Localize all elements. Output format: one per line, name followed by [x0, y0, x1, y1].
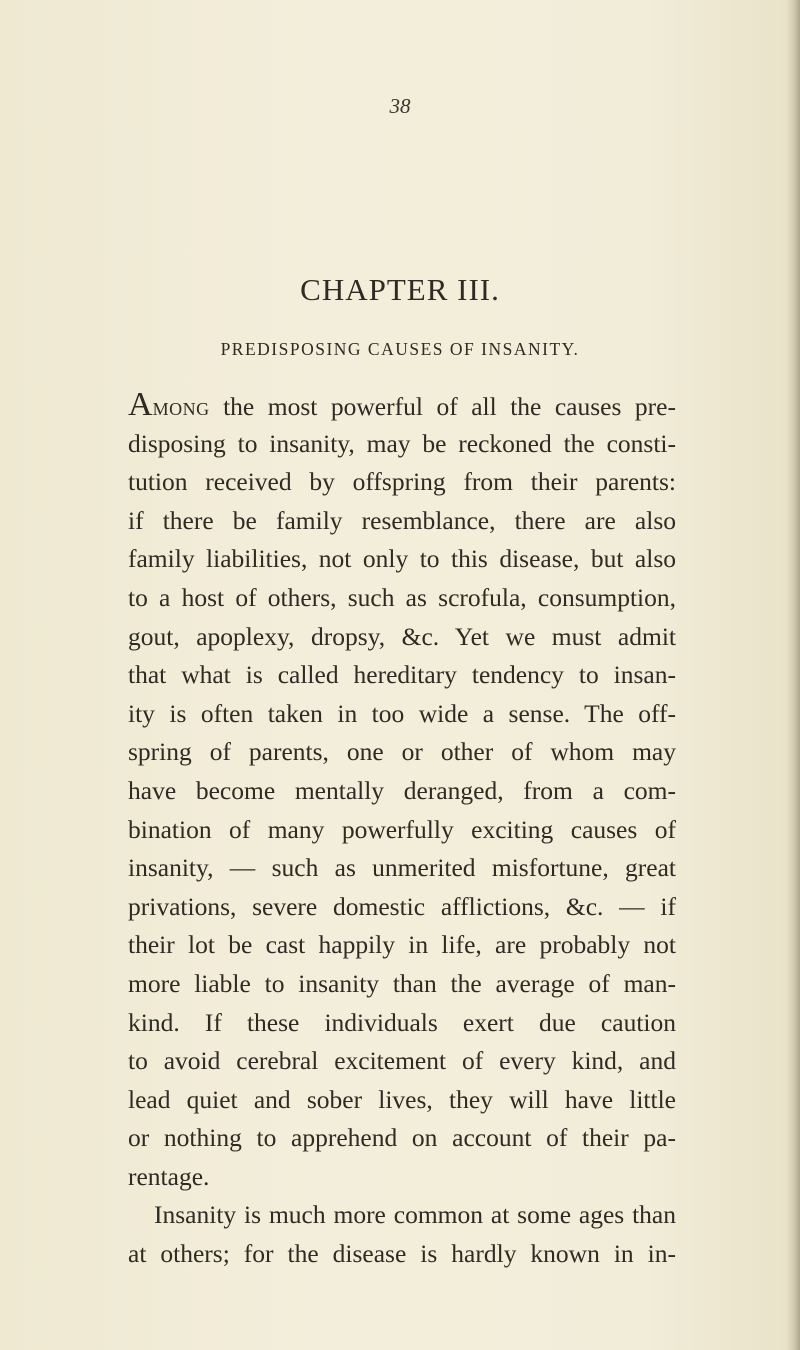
text-line: have become mentally deranged, from a com-	[128, 775, 676, 805]
page-edge-shadow	[786, 0, 800, 1350]
text-line: lead quiet and sober lives, they will have little	[128, 1084, 676, 1114]
text-line: to a host of others, such as scrofula, consumption,	[128, 582, 676, 612]
text-line: insanity, — such as unmerited misfortune, great	[128, 853, 676, 883]
text-line: tution received by offspring from their parents:	[128, 467, 676, 497]
text-line: that what is called hereditary tendency to insan-	[128, 660, 676, 690]
text-line: at others; for the disease is hardly known in in-	[128, 1239, 676, 1269]
text-line: Insanity is much more common at some ages than	[154, 1200, 676, 1230]
chapter-title: CHAPTER III.	[300, 272, 500, 307]
chapter-subtitle: PREDISPOSING CAUSES OF INSANITY.	[220, 339, 580, 359]
text-line: Among the most powerful of all the causes pre-	[128, 386, 676, 423]
text-line: their lot be cast happily in life, are probably not	[128, 930, 676, 960]
text-line: to avoid cerebral excitement of every kind, and	[128, 1046, 676, 1076]
text-line: family liabilities, not only to this disease, but also	[128, 544, 676, 574]
text-line: kind. If these individuals exert due caution	[128, 1007, 676, 1037]
drop-cap-initial: A	[128, 386, 153, 423]
page-number: 38	[389, 94, 411, 118]
text-line: ity is often taken in too wide a sense. The off-	[128, 698, 676, 728]
text-line: more liable to insanity than the average of man-	[128, 968, 676, 998]
opening-word-smallcaps: mong	[152, 392, 210, 421]
text-line: rentage.	[128, 1161, 210, 1191]
body-text	[128, 386, 676, 1274]
text-line: spring of parents, one or other of whom may	[128, 737, 676, 767]
text-line: or nothing to apprehend on account of their pa-	[128, 1123, 676, 1153]
text-line: privations, severe domestic afflictions, &c. — if	[128, 891, 676, 921]
text-line: gout, apoplexy, dropsy, &c. Yet we must admit	[128, 621, 676, 651]
text-line: bination of many powerfully exciting causes of	[128, 814, 676, 844]
text-line: disposing to insanity, may be reckoned the consti-	[128, 428, 676, 458]
text-line: if there be family resemblance, there are also	[128, 505, 676, 535]
